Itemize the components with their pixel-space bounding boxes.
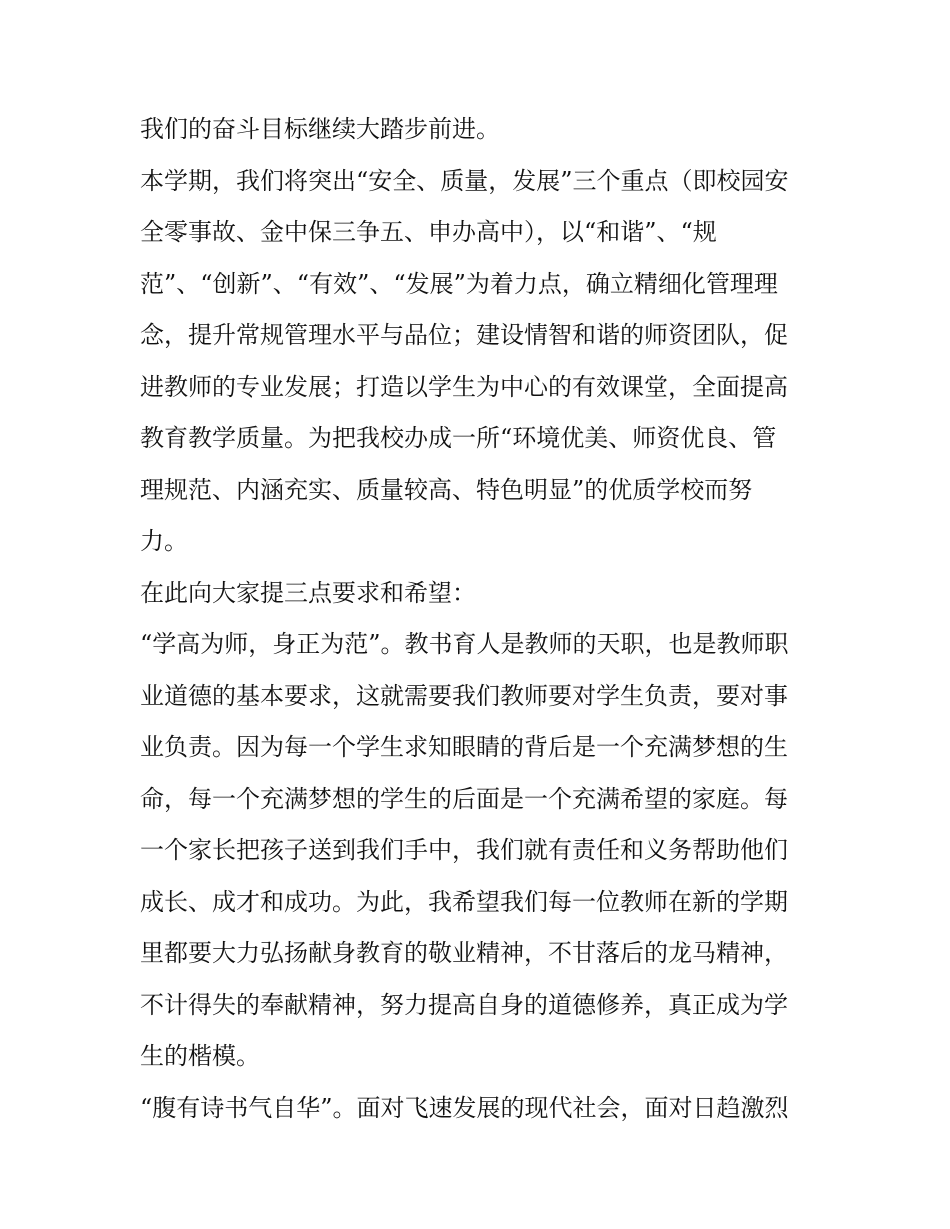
text-line: 进教师的专业发展；打造以学生为中心的有效课堂，全面提高 (140, 372, 788, 401)
paragraph-4 (140, 619, 820, 1083)
paragraph-5 (140, 1083, 820, 1135)
paragraph-3 (140, 568, 820, 620)
text-line: 在此向大家提三点要求和希望： (140, 578, 476, 607)
text-line: 成长、成才和成功。为此，我希望我们每一位教师在新的学期 (140, 887, 788, 916)
text-line: 我们的奋斗目标继续大踏步前进。 (140, 115, 500, 143)
text-line: 里都要大力弘扬献身教育的敬业精神，不甘落后的龙马精神， (140, 939, 788, 967)
text-line: 力。 (140, 527, 188, 555)
text-line: 生的楷模。 (140, 1042, 260, 1070)
text-line: 念，提升常规管理水平与品位；建设情智和谐的师资团队，促 (140, 321, 788, 349)
document-body (140, 104, 820, 1134)
paragraph-1 (140, 104, 820, 156)
text-line: 业道德的基本要求，这就需要我们教师要对学生负责，要对事 (140, 681, 788, 710)
text-line: 命，每一个充满梦想的学生的后面是一个充满希望的家庭。每 (140, 784, 788, 813)
text-line: 一个家长把孩子送到我们手中，我们就有责任和义务帮助他们 (140, 836, 788, 864)
text-line: 不计得失的奉献精神，努力提高自身的道德修养，真正成为学 (140, 990, 788, 1019)
text-line: 教育教学质量。为把我校办成一所“环境优美、师资优良、管 (140, 424, 777, 452)
paragraph-2 (140, 156, 820, 568)
text-line: 业负责。因为每一个学生求知眼睛的背后是一个充满梦想的生 (140, 733, 788, 761)
text-line: 理规范、内涵充实、质量较高、特色明显”的优质学校而努 (140, 475, 753, 504)
text-line: 本学期，我们将突出“安全、质量，发展”三个重点（即校园安 (140, 166, 789, 195)
text-line: “腹有诗书气自华”。面对飞速发展的现代社会，面对日趋激烈 (140, 1093, 789, 1122)
text-line: 全零事故、金中保三争五、申办高中），以“和谐”、“规 (140, 218, 717, 246)
text-line: 范”、“创新”、“有效”、“发展”为着力点，确立精细化管理理 (140, 269, 778, 298)
text-line: “学高为师，身正为范”。教书育人是教师的天职，也是教师职 (140, 630, 789, 658)
